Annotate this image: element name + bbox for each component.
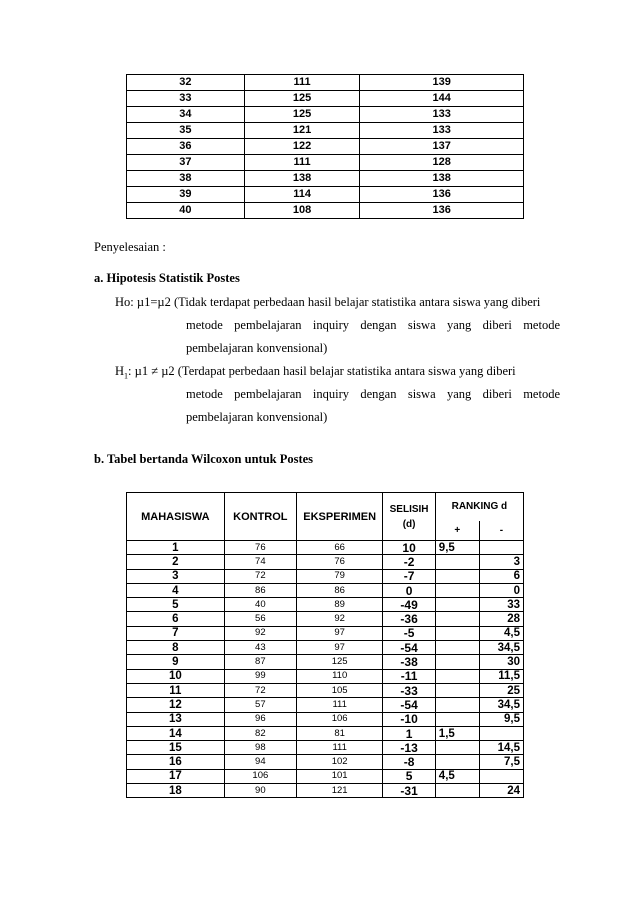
table-cell: 105: [296, 683, 382, 697]
table-cell: 56: [224, 612, 296, 626]
table-cell: -54: [383, 698, 435, 712]
table-cell: 138: [244, 171, 360, 187]
table-cell: 121: [296, 784, 382, 798]
ho-line-3: pembelajaran konvensional): [186, 341, 328, 355]
table-cell: 39: [127, 187, 245, 203]
h1-line-3: pembelajaran konvensional): [186, 410, 328, 424]
table-cell: 92: [224, 626, 296, 640]
table-cell: 87: [224, 655, 296, 669]
table-cell: -11: [383, 669, 435, 683]
table-cell: 38: [127, 171, 245, 187]
table-cell: 125: [296, 655, 382, 669]
table-cell: 101: [296, 769, 382, 783]
table-cell: 11: [127, 683, 225, 697]
table-cell: 86: [224, 583, 296, 597]
table-cell: 40: [224, 598, 296, 612]
table-cell: [435, 626, 479, 640]
table-cell: 34: [127, 107, 245, 123]
table-cell: 34,5: [479, 698, 523, 712]
table-cell: [435, 698, 479, 712]
table-cell: 99: [224, 669, 296, 683]
table-cell: 11,5: [479, 669, 523, 683]
table-cell: 1,5: [435, 726, 479, 740]
table-row: [127, 726, 524, 740]
table-row: [127, 583, 524, 597]
table-cell: 10: [383, 541, 435, 555]
table-cell: 12: [127, 698, 225, 712]
header-mahasiswa: MAHASISWA: [127, 493, 225, 541]
table-cell: 18: [127, 784, 225, 798]
table-cell: 7,5: [479, 755, 523, 769]
table-cell: -7: [383, 569, 435, 583]
table-cell: 1: [127, 541, 225, 555]
table-cell: [435, 741, 479, 755]
table-row: [127, 741, 524, 755]
table-cell: -36: [383, 612, 435, 626]
table-cell: [435, 555, 479, 569]
table-row: [127, 171, 524, 187]
table-row: [127, 612, 524, 626]
section-b-heading: b. Tabel bertanda Wilcoxon untuk Postes: [94, 452, 314, 466]
table-cell: [435, 655, 479, 669]
table-cell: 32: [127, 75, 245, 91]
table-row: [127, 541, 524, 555]
table-cell: 139: [360, 75, 524, 91]
table-cell: 15: [127, 741, 225, 755]
table-row: [127, 155, 524, 171]
table-cell: 3: [479, 555, 523, 569]
table-cell: [479, 769, 523, 783]
table-row: [127, 698, 524, 712]
ho-line-1: Ho: µ1=µ2 (Tidak terdapat perbedaan hasil belajar statistika antara siswa yang diberi: [115, 295, 541, 309]
table-cell: -31: [383, 784, 435, 798]
table-cell: 28: [479, 612, 523, 626]
table-cell: 43: [224, 641, 296, 655]
table-cell: [435, 569, 479, 583]
table-row: [127, 187, 524, 203]
header-minus: -: [479, 521, 523, 541]
table-cell: 72: [224, 569, 296, 583]
table-cell: 66: [296, 541, 382, 555]
table-cell: 17: [127, 769, 225, 783]
table-cell: 37: [127, 155, 245, 171]
header-kontrol: KONTROL: [224, 493, 296, 541]
penyelesaian-label: Penyelesaian :: [94, 240, 166, 254]
table-cell: 86: [296, 583, 382, 597]
wilcoxon-table: [126, 492, 524, 798]
table-cell: 76: [224, 541, 296, 555]
table-cell: 128: [360, 155, 524, 171]
table-cell: 1: [383, 726, 435, 740]
table-cell: 34,5: [479, 641, 523, 655]
table-cell: 98: [224, 741, 296, 755]
table-cell: [479, 541, 523, 555]
table-cell: 136: [360, 187, 524, 203]
table-cell: 36: [127, 139, 245, 155]
table-cell: 96: [224, 712, 296, 726]
table-cell: [435, 641, 479, 655]
table-cell: 90: [224, 784, 296, 798]
header-ranking: RANKING d: [435, 493, 523, 521]
table-cell: 92: [296, 612, 382, 626]
table-cell: -8: [383, 755, 435, 769]
header-selisih-label: SELISIH: [389, 503, 429, 515]
table-cell: 111: [296, 741, 382, 755]
table-row: [127, 755, 524, 769]
table-cell: -13: [383, 741, 435, 755]
table-cell: 9,5: [479, 712, 523, 726]
table-cell: 24: [479, 784, 523, 798]
table-cell: 121: [244, 123, 360, 139]
table-cell: 111: [244, 155, 360, 171]
table-cell: -49: [383, 598, 435, 612]
table-row: [127, 75, 524, 91]
table-cell: 35: [127, 123, 245, 139]
table-cell: 125: [244, 107, 360, 123]
table-cell: 2: [127, 555, 225, 569]
table-row: [127, 91, 524, 107]
table-row: [127, 626, 524, 640]
table-cell: 6: [479, 569, 523, 583]
section-a-heading: a. Hipotesis Statistik Postes: [94, 271, 240, 285]
table-cell: -2: [383, 555, 435, 569]
table-cell: 125: [244, 91, 360, 107]
table-cell: 133: [360, 107, 524, 123]
table-cell: [435, 669, 479, 683]
table-cell: -38: [383, 655, 435, 669]
table-cell: 79: [296, 569, 382, 583]
table-cell: 4: [127, 583, 225, 597]
table-cell: 30: [479, 655, 523, 669]
table-cell: 97: [296, 641, 382, 655]
table-cell: [479, 726, 523, 740]
table-cell: 7: [127, 626, 225, 640]
h1-line-2: metode pembelajaran inquiry dengan siswa yang diberi metode: [186, 387, 560, 401]
table-row: [127, 769, 524, 783]
h1-subscript: 1: [124, 371, 129, 381]
table-row: [127, 598, 524, 612]
table-cell: 106: [224, 769, 296, 783]
table-cell: [435, 784, 479, 798]
table-cell: 5: [127, 598, 225, 612]
table-cell: 111: [244, 75, 360, 91]
table-cell: 94: [224, 755, 296, 769]
table-cell: 4,5: [435, 769, 479, 783]
table-cell: 76: [296, 555, 382, 569]
table-cell: 82: [224, 726, 296, 740]
table-cell: 14,5: [479, 741, 523, 755]
table-row: [127, 683, 524, 697]
table-row: [127, 655, 524, 669]
table-cell: 138: [360, 171, 524, 187]
table-cell: 9,5: [435, 541, 479, 555]
table-cell: [435, 583, 479, 597]
header-eksperimen: EKSPERIMEN: [296, 493, 382, 541]
h1-rest: : µ1 ≠ µ2 (Terdapat perbedaan hasil belajar statistika antara siswa yang diberi: [128, 364, 516, 378]
table-cell: 89: [296, 598, 382, 612]
table-cell: 40: [127, 203, 245, 219]
table-cell: 13: [127, 712, 225, 726]
table-cell: 33: [479, 598, 523, 612]
table-cell: 110: [296, 669, 382, 683]
table-cell: 3: [127, 569, 225, 583]
table-row: [127, 107, 524, 123]
table-cell: 6: [127, 612, 225, 626]
table-cell: [435, 598, 479, 612]
table-cell: 16: [127, 755, 225, 769]
top-data-table: [126, 74, 524, 219]
table-cell: 81: [296, 726, 382, 740]
table-cell: 136: [360, 203, 524, 219]
table-cell: 33: [127, 91, 245, 107]
table-cell: 114: [244, 187, 360, 203]
table-cell: 133: [360, 123, 524, 139]
table-row: [127, 569, 524, 583]
table-cell: 97: [296, 626, 382, 640]
table-cell: 74: [224, 555, 296, 569]
table-row: [127, 669, 524, 683]
table-cell: 57: [224, 698, 296, 712]
table-cell: 102: [296, 755, 382, 769]
table-cell: 137: [360, 139, 524, 155]
table-cell: [435, 712, 479, 726]
h1-line-1: [115, 364, 516, 384]
table-cell: [435, 612, 479, 626]
header-selisih: [383, 493, 435, 541]
table-row: [127, 784, 524, 798]
table-cell: 10: [127, 669, 225, 683]
table-cell: 108: [244, 203, 360, 219]
table-row: [127, 123, 524, 139]
table-cell: [435, 755, 479, 769]
table-cell: 106: [296, 712, 382, 726]
table-cell: -33: [383, 683, 435, 697]
table-cell: 14: [127, 726, 225, 740]
table-cell: 144: [360, 91, 524, 107]
table-row: [127, 712, 524, 726]
table-cell: [435, 683, 479, 697]
table-cell: 9: [127, 655, 225, 669]
table-row: [127, 555, 524, 569]
table-cell: 4,5: [479, 626, 523, 640]
table-cell: -54: [383, 641, 435, 655]
table-row: [127, 641, 524, 655]
table-cell: 5: [383, 769, 435, 783]
header-selisih-d: (d): [402, 518, 416, 530]
h1-prefix: H: [115, 364, 125, 378]
table-cell: 0: [383, 583, 435, 597]
table-row: [127, 203, 524, 219]
table-cell: 72: [224, 683, 296, 697]
table-cell: 25: [479, 683, 523, 697]
table-row: [127, 139, 524, 155]
header-plus: +: [435, 521, 479, 541]
table-cell: 111: [296, 698, 382, 712]
table-cell: 0: [479, 583, 523, 597]
table-cell: 8: [127, 641, 225, 655]
table-cell: -10: [383, 712, 435, 726]
table-cell: -5: [383, 626, 435, 640]
table-cell: 122: [244, 139, 360, 155]
ho-line-2: metode pembelajaran inquiry dengan siswa yang diberi metode: [186, 318, 560, 332]
